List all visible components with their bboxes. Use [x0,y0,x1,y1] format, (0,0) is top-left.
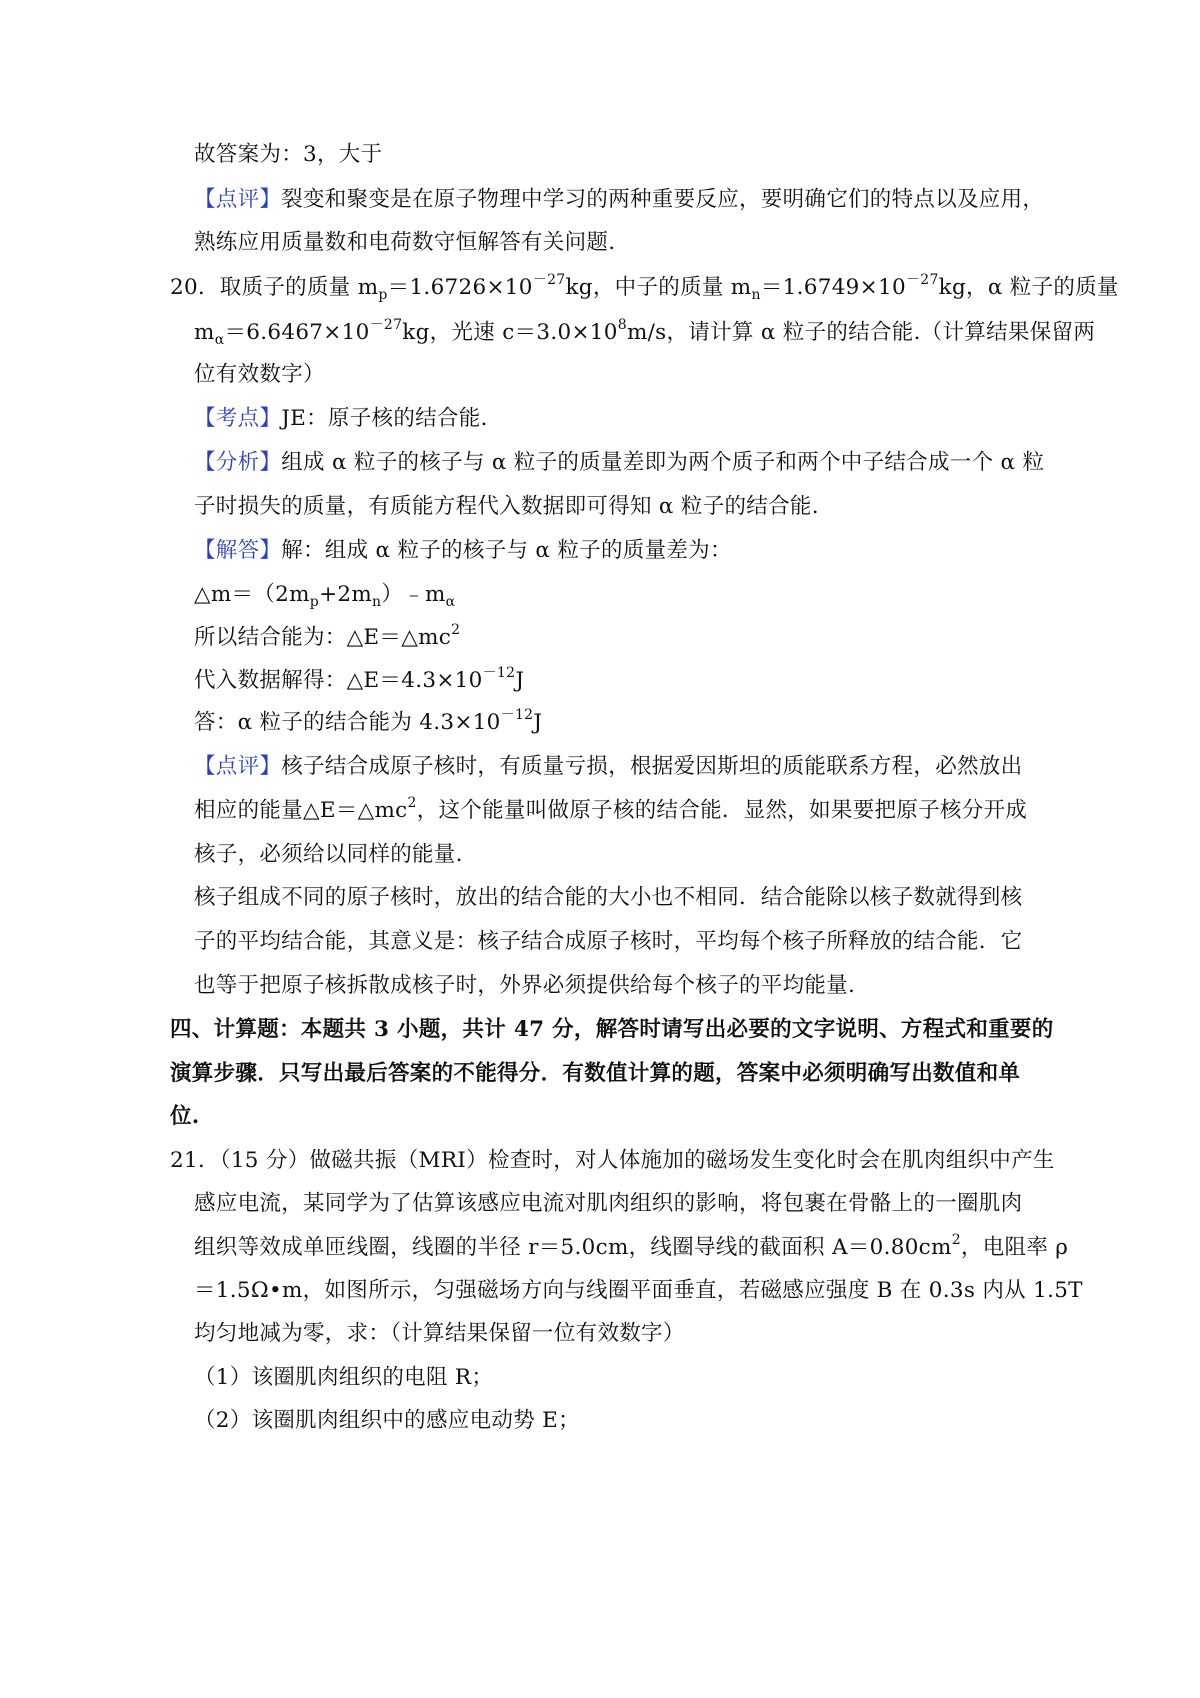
q20-extra-line-2: 子的平均结合能，其意义是：核子结合成原子核时，平均每个核子所释放的结合能．它 [194,929,1023,954]
q20-stem-line-1: 20．取质子的质量 $m_p=1.6726\times 10^{-27}kg$，中子的质量 $m_n=1.6749\times 10^{-27}kg$，α 粒子的质量 [170,272,1119,303]
q20-extra-line-1: 核子组成不同的原子核时，放出的结合能的大小也不相同．结合能除以核子数就得到核 [194,885,1023,910]
q21-subquestion-2: （2）该圈肌肉组织中的感应电动势 E； [194,1408,580,1433]
q21-line-2: 感应电流，某同学为了估算该感应电流对肌肉组织的影响，将包裹在骨骼上的一圈肌肉 [194,1191,1023,1216]
section4-heading-line-1: 四、计算题：本题共 3 小题，共计 47 分，解答时请写出必要的文字说明、方程式和重要的 [170,1017,1054,1042]
kaodian-tag: 【考点】 [194,406,282,431]
q21-line-5: 均匀地减为零，求：（计算结果保留一位有效数字） [194,1321,685,1346]
q20-jieda-line-1: 【解答】解：组成 α 粒子的核子与 α 粒子的质量差为： [194,538,732,563]
comment-tag: 【点评】 [194,187,282,212]
q21-subquestion-1: （1）该圈肌肉组织的电阻 R； [194,1365,494,1390]
q19-answer: 故答案为：3，大于 [194,142,383,167]
q21-line-1: 21．（15 分）做磁共振（MRI）检查时，对人体施加的磁场发生变化时会在肌肉组织中产生 [170,1148,1055,1173]
q20-stem-line-2: $m_\alpha=6.6467\times 10^{-27}kg$，光速 $c=3.0\times 10^8m/s$，请计算 α 粒子的结合能.（计算结果保留两 [194,317,1096,348]
q20-extra-line-3: 也等于把原子核拆散成核子时，外界必须提供给每个核子的平均能量. [194,973,856,998]
q20-fenxi-line-1: 【分析】组成 α 粒子的核子与 α 粒子的质量差即为两个质子和两个中子结合成一个 α 粒 [194,450,1045,475]
q20-equation-1: $\triangle m=(2m_p+2m_n)﹣m_\alpha$ [194,582,456,610]
fenxi-tag: 【分析】 [194,450,282,475]
jieda-tag: 【解答】 [194,538,282,563]
q20-dianping-line-3: 核子，必须给以同样的能量. [194,842,463,867]
section4-heading-line-3: 位. [170,1104,200,1129]
q20-dianping-line-1: 【点评】核子结合成原子核时，有质量亏损，根据爱因斯坦的质能联系方程，必然放出 [194,754,1023,779]
question-number: 21． [170,1148,220,1173]
q20-answer: 答：α 粒子的结合能为 $4.3\times 10^{-12}J$ [194,707,543,735]
q20-fenxi-line-2: 子时损失的质量，有质能方程代入数据即可得知 α 粒子的结合能. [194,494,819,519]
q20-equation-2: 所以结合能为：$\triangle E=\triangle mc^2$ [194,622,461,650]
q20-stem-line-3: 位有效数字） [194,362,325,387]
q20-equation-3: 代入数据解得：$\triangle E=4.3\times 10^{-12}J$ [194,665,525,693]
q19-comment-line-1: 【点评】裂变和聚变是在原子物理中学习的两种重要反应，要明确它们的特点以及应用， [194,187,1045,212]
q21-line-3: 组织等效成单匝线圈，线圈的半径 r＝5.0cm，线圈导线的截面积 $A=0.80cm^2$，电阻率 ρ [194,1232,1069,1260]
q19-comment-line-2: 熟练应用质量数和电荷数守恒解答有关问题. [194,230,616,255]
q20-dianping-line-2: 相应的能量$\triangle E=\triangle mc^2$，这个能量叫做原子核的结合能．显然，如果要把原子核分开成 [194,795,1028,823]
q20-kaodian: 【考点】JE：原子核的结合能. [194,406,488,431]
dianping-tag: 【点评】 [194,754,282,779]
section4-heading-line-2: 演算步骤．只写出最后答案的不能得分．有数值计算的题，答案中必须明确写出数值和单 [170,1061,1021,1086]
q21-line-4: ＝1.5Ω•m，如图所示，匀强磁场方向与线圈平面垂直，若磁感应强度 B 在 0.3s 内从 1.5T [194,1278,1083,1303]
question-number: 20． [170,275,220,300]
